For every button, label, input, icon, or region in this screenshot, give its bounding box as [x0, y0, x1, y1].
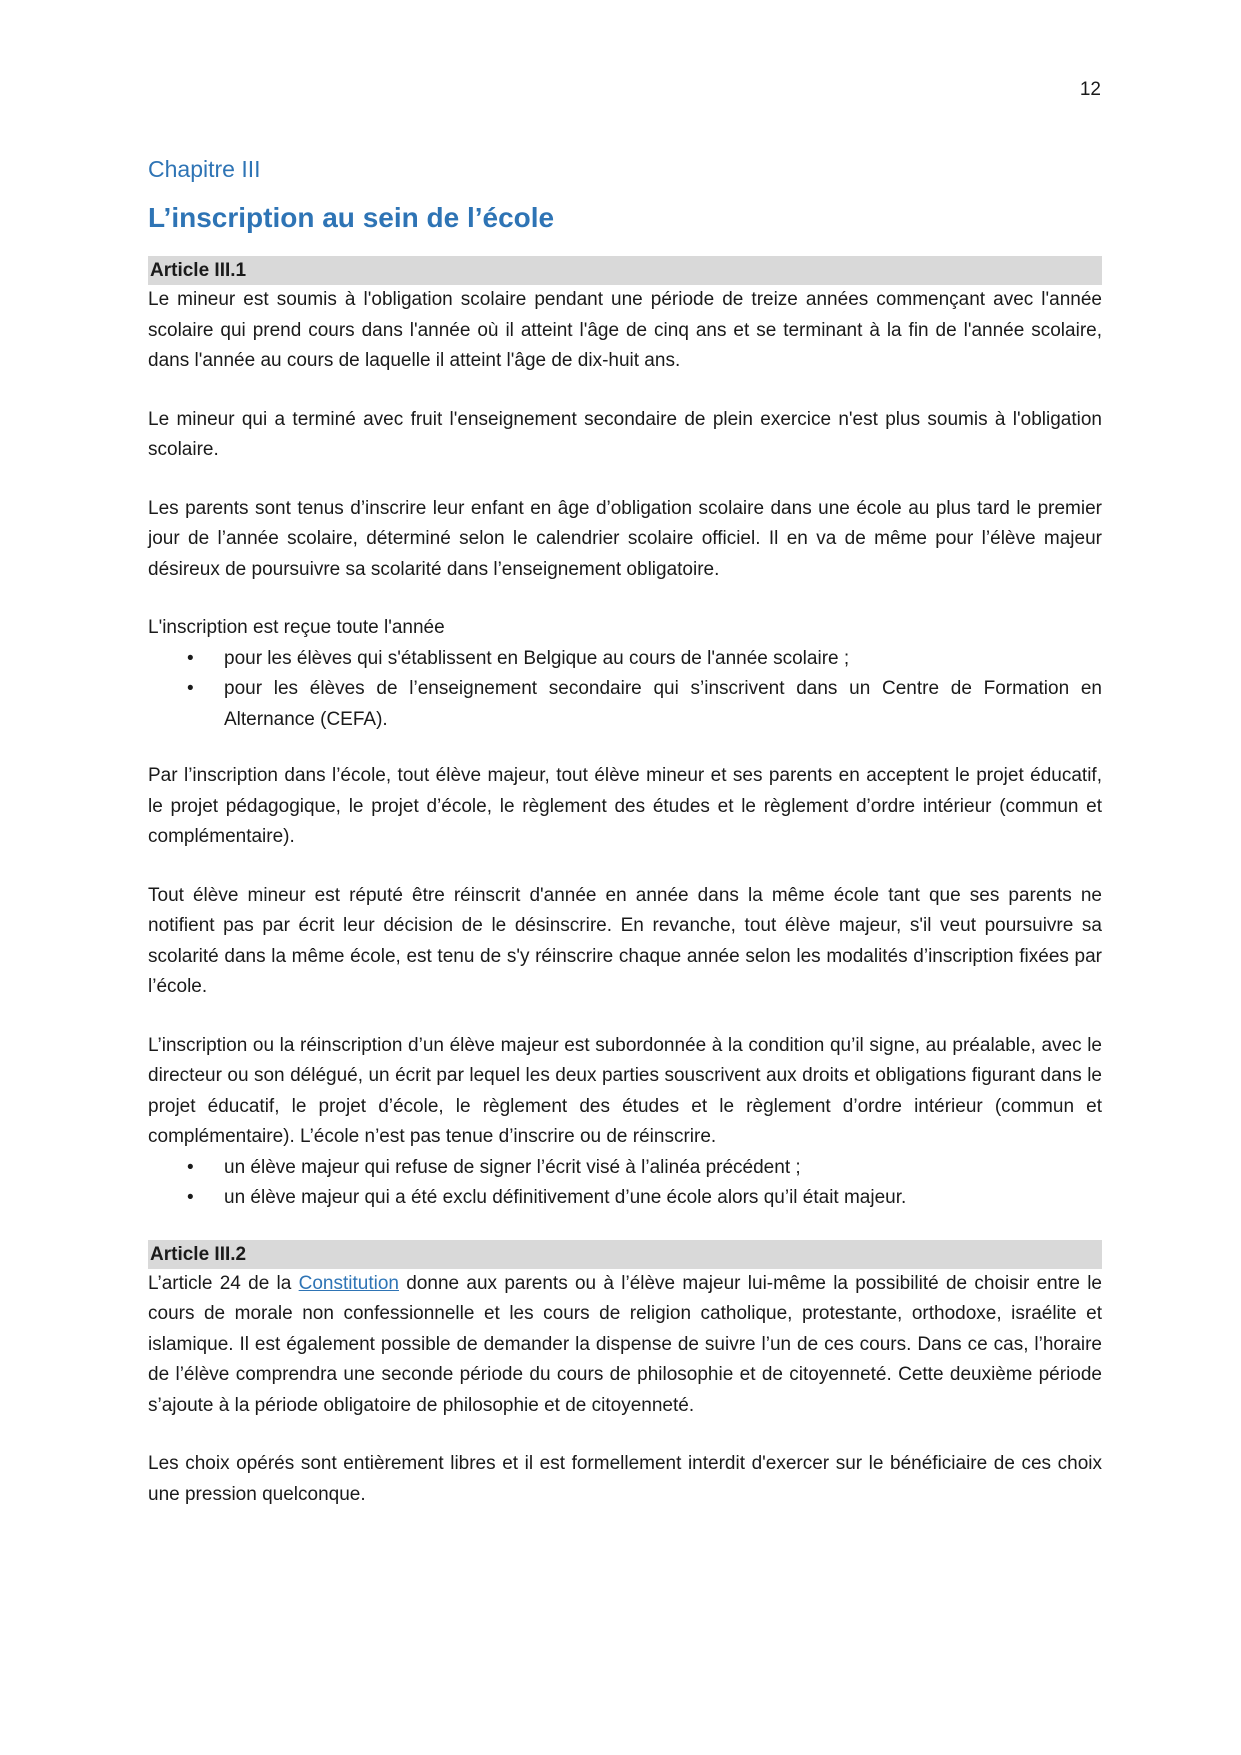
- bullet-list: [148, 1153, 1102, 1214]
- list-item-text: un élève majeur qui refuse de signer l’écrit visé à l’alinéa précédent ;: [224, 1156, 801, 1178]
- list-item: [148, 1153, 1102, 1184]
- paragraph: Les choix opérés sont entièrement libres et il est formellement interdit d'exercer sur le bénéficiaire de ces choix une pression quelconque.: [148, 1453, 1102, 1505]
- article-section: [148, 256, 1102, 1214]
- paragraph: L'inscription est reçue toute l'année: [148, 617, 445, 638]
- article-heading: Article III.2: [148, 1240, 1102, 1269]
- paragraph-text: L’article 24 de la: [148, 1272, 299, 1294]
- bullet-dot-icon: •: [187, 678, 194, 699]
- list-item: [148, 1183, 1102, 1214]
- paragraph: [148, 1269, 1102, 1422]
- list-item-text: pour les élèves qui s'établissent en Belgique au cours de l'année scolaire ;: [224, 647, 850, 669]
- bullet-dot-icon: •: [187, 647, 194, 669]
- constitution-link[interactable]: Constitution: [298, 1272, 399, 1294]
- paragraph: Les parents sont tenus d’inscrire leur enfant en âge d’obligation scolaire dans une école au plus tard le premier jour de l’année scolaire, déterminé selon le calendrier scolaire officiel. Il en va de même pour l’élève majeur désireux de poursuivre sa scolarité dans l’enseignement obligatoire.: [148, 497, 1102, 580]
- list-item-text: un élève majeur qui a été exclu définitivement d’une école alors qu’il était majeur.: [224, 1187, 907, 1208]
- list-item-text: pour les élèves de l’enseignement secondaire qui s’inscrivent dans un Centre de Formation en Alternance (CEFA).: [224, 678, 1102, 730]
- chapter-label: Chapitre III: [148, 156, 261, 182]
- article-heading: Article III.1: [148, 256, 1102, 285]
- chapter-title: L’inscription au sein de l’école: [148, 202, 555, 233]
- bullet-list: [148, 644, 1102, 736]
- list-item: [148, 674, 1102, 735]
- page-number: 12: [1079, 79, 1101, 100]
- paragraph: Tout élève mineur est réputé être réinscrit d'année en année dans la même école tant que ses parents ne notifient pas par écrit leur décision de le désinscrire. En revanche, tout élève majeur, s'il veut poursuivre sa scolarité dans la même école, est tenu de s'y réinscrire chaque année selon les modalités d’inscription fixées par l’école.: [148, 884, 1102, 997]
- paragraph: Le mineur est soumis à l'obligation scolaire pendant une période de treize années commençant avec l'année scolaire qui prend cours dans l'année où il atteint l'âge de cinq ans et se terminant à la fin de l'année scolaire, dans l'année au cours de laquelle il atteint l'âge de dix-huit ans.: [148, 289, 1102, 371]
- paragraph-text: donne aux parents ou à l’élève majeur lui-même la possibilité de choisir entre le cours de morale non confessionnelle et les cours de religion catholique, protestante, orthodoxe, israélite et islamique. Il est également possible de demander la dispense de suivre l’un de ces cours. Dans ce cas, l’horaire de l’élève comprendra une seconde période du cours de philosophie et de citoyenneté. Cette deuxième période s’ajoute à la période obligatoire de philosophie et de citoyenneté.: [148, 1272, 1102, 1416]
- bullet-dot-icon: •: [187, 1156, 194, 1178]
- bullet-dot-icon: •: [187, 1187, 194, 1208]
- article-section: [148, 1240, 1102, 1511]
- paragraph: Le mineur qui a terminé avec fruit l'enseignement secondaire de plein exercice n'est plus soumis à l'obligation scolaire.: [148, 408, 1102, 460]
- paragraph: L’inscription ou la réinscription d’un élève majeur est subordonnée à la condition qu’il signe, au préalable, avec le directeur ou son délégué, un écrit par lequel les deux parties souscrivent aux droits et obligations figurant dans le projet éducatif, le projet d’école, le règlement des études et le règlement d’ordre intérieur (commun et complémentaire). L’école n’est pas tenue d’inscrire ou de réinscrire.: [148, 1034, 1102, 1147]
- paragraph: Par l’inscription dans l’école, tout élève majeur, tout élève mineur et ses parents en acceptent le projet éducatif, le projet pédagogique, le projet d’école, le règlement des études et le règlement d’ordre intérieur (commun et complémentaire).: [148, 765, 1102, 847]
- list-item: [148, 644, 1102, 675]
- document-body: [148, 154, 1102, 1538]
